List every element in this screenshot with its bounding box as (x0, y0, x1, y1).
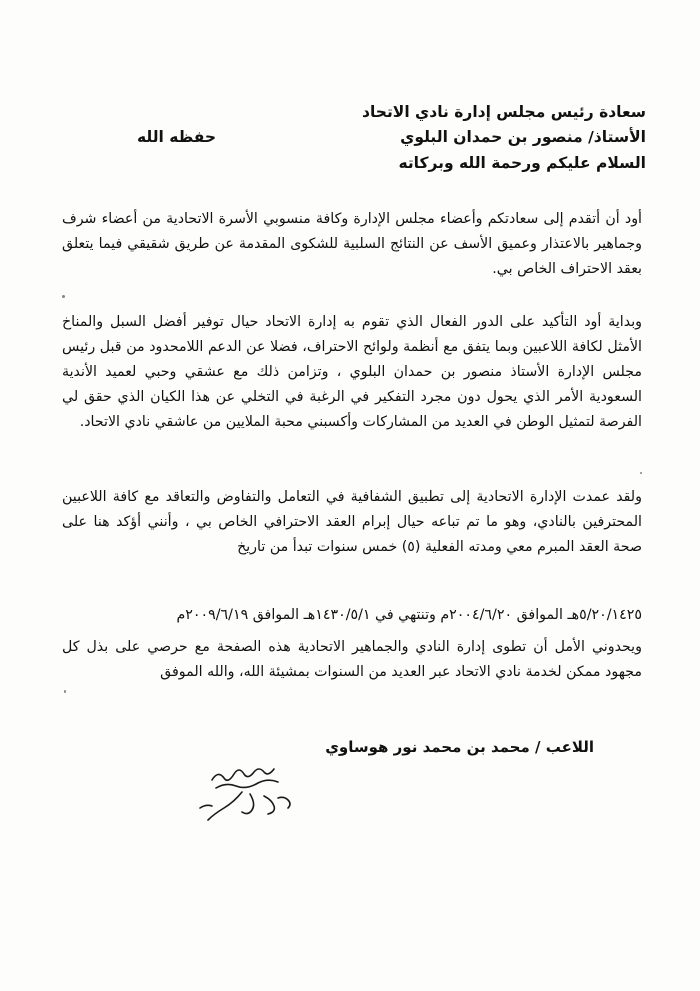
addressee-title: سعادة رئيس مجلس إدارة نادي الاتحاد (362, 103, 646, 121)
addressee-name: الأستاذ/ منصور بن حمدان البلوي (400, 128, 646, 146)
scan-speck (640, 472, 642, 474)
scan-speck (64, 690, 66, 693)
contract-dates: ٥/٢٠/١٤٢٥هـ الموافق ٢٠٠٤/٦/٢٠م وتنتهي في ١٤٣٠/٥/١هـ الموافق ٢٠٠٩/٦/١٩م (176, 607, 642, 623)
handwritten-signature (172, 758, 322, 828)
paragraph-management-role: وبداية أود التأكيد على الدور الفعال الذي تقوم به إدارة الاتحاد حيال توفير أفضل السبل والمناخ الأمثل لكافة اللاعبين وبما يتفق مع أنظمة ولوائح الاحتراف، فضلا عن الدعم اللامحدود من قبل رئيس مجلس الإدارة الأستاذ منصور بن حمدان البلوي ، وتزامن ذلك مع عشقي وحبي لعميد الأندية السعودية الأمر الذي يحول دون مجرد التفكير في الرغبة في التخلي عن هذا الكيان الذي حقق لي الفرصة لتمثيل الوطن في العديد من المشاركات وأكسبني محبة الملايين من عاشقي نادي الاتحاد. (62, 314, 642, 430)
paragraph-closing: ويحدوني الأمل أن تطوى إدارة النادي والجماهير الاتحادية هذه الصفحة مع حرصي على بذل كل مجهود ممكن لخدمة نادي الاتحاد عبر العديد من السنوات بمشيئة الله، والله الموفق (62, 639, 642, 680)
greeting: السلام عليكم ورحمة الله وبركاته (398, 154, 646, 172)
scan-speck (62, 295, 65, 298)
honorific: حفظه الله (137, 128, 217, 146)
paragraph-apology: أود أن أتقدم إلى سعادتكم وأعضاء مجلس الإدارة وكافة منسوبي الأسرة الاتحادية من أعضاء شرف وجماهير بالاعتذار وعميق الأسف عن النتائج السلبية للشكوى المقدمة عن طريق شقيقي فيما يتعلق بعقد الاحتراف الخاص بي. (62, 211, 642, 277)
signatory-label: اللاعب / محمد بن محمد نور هوساوي (325, 738, 594, 756)
paragraph-contract: ولقد عمدت الإدارة الاتحادية إلى تطبيق الشفافية في التعامل والتفاوض والتعاقد مع كافة اللاعبين المحترفين بالنادي، وهو ما تم تباعه حيال إبرام العقد الاحترافي الخاص بي ، وأنني أؤكد هنا على صحة العقد المبرم معي ومدته الفعلية (٥) خمس سنوات تبدأ من تاريخ (62, 489, 642, 555)
